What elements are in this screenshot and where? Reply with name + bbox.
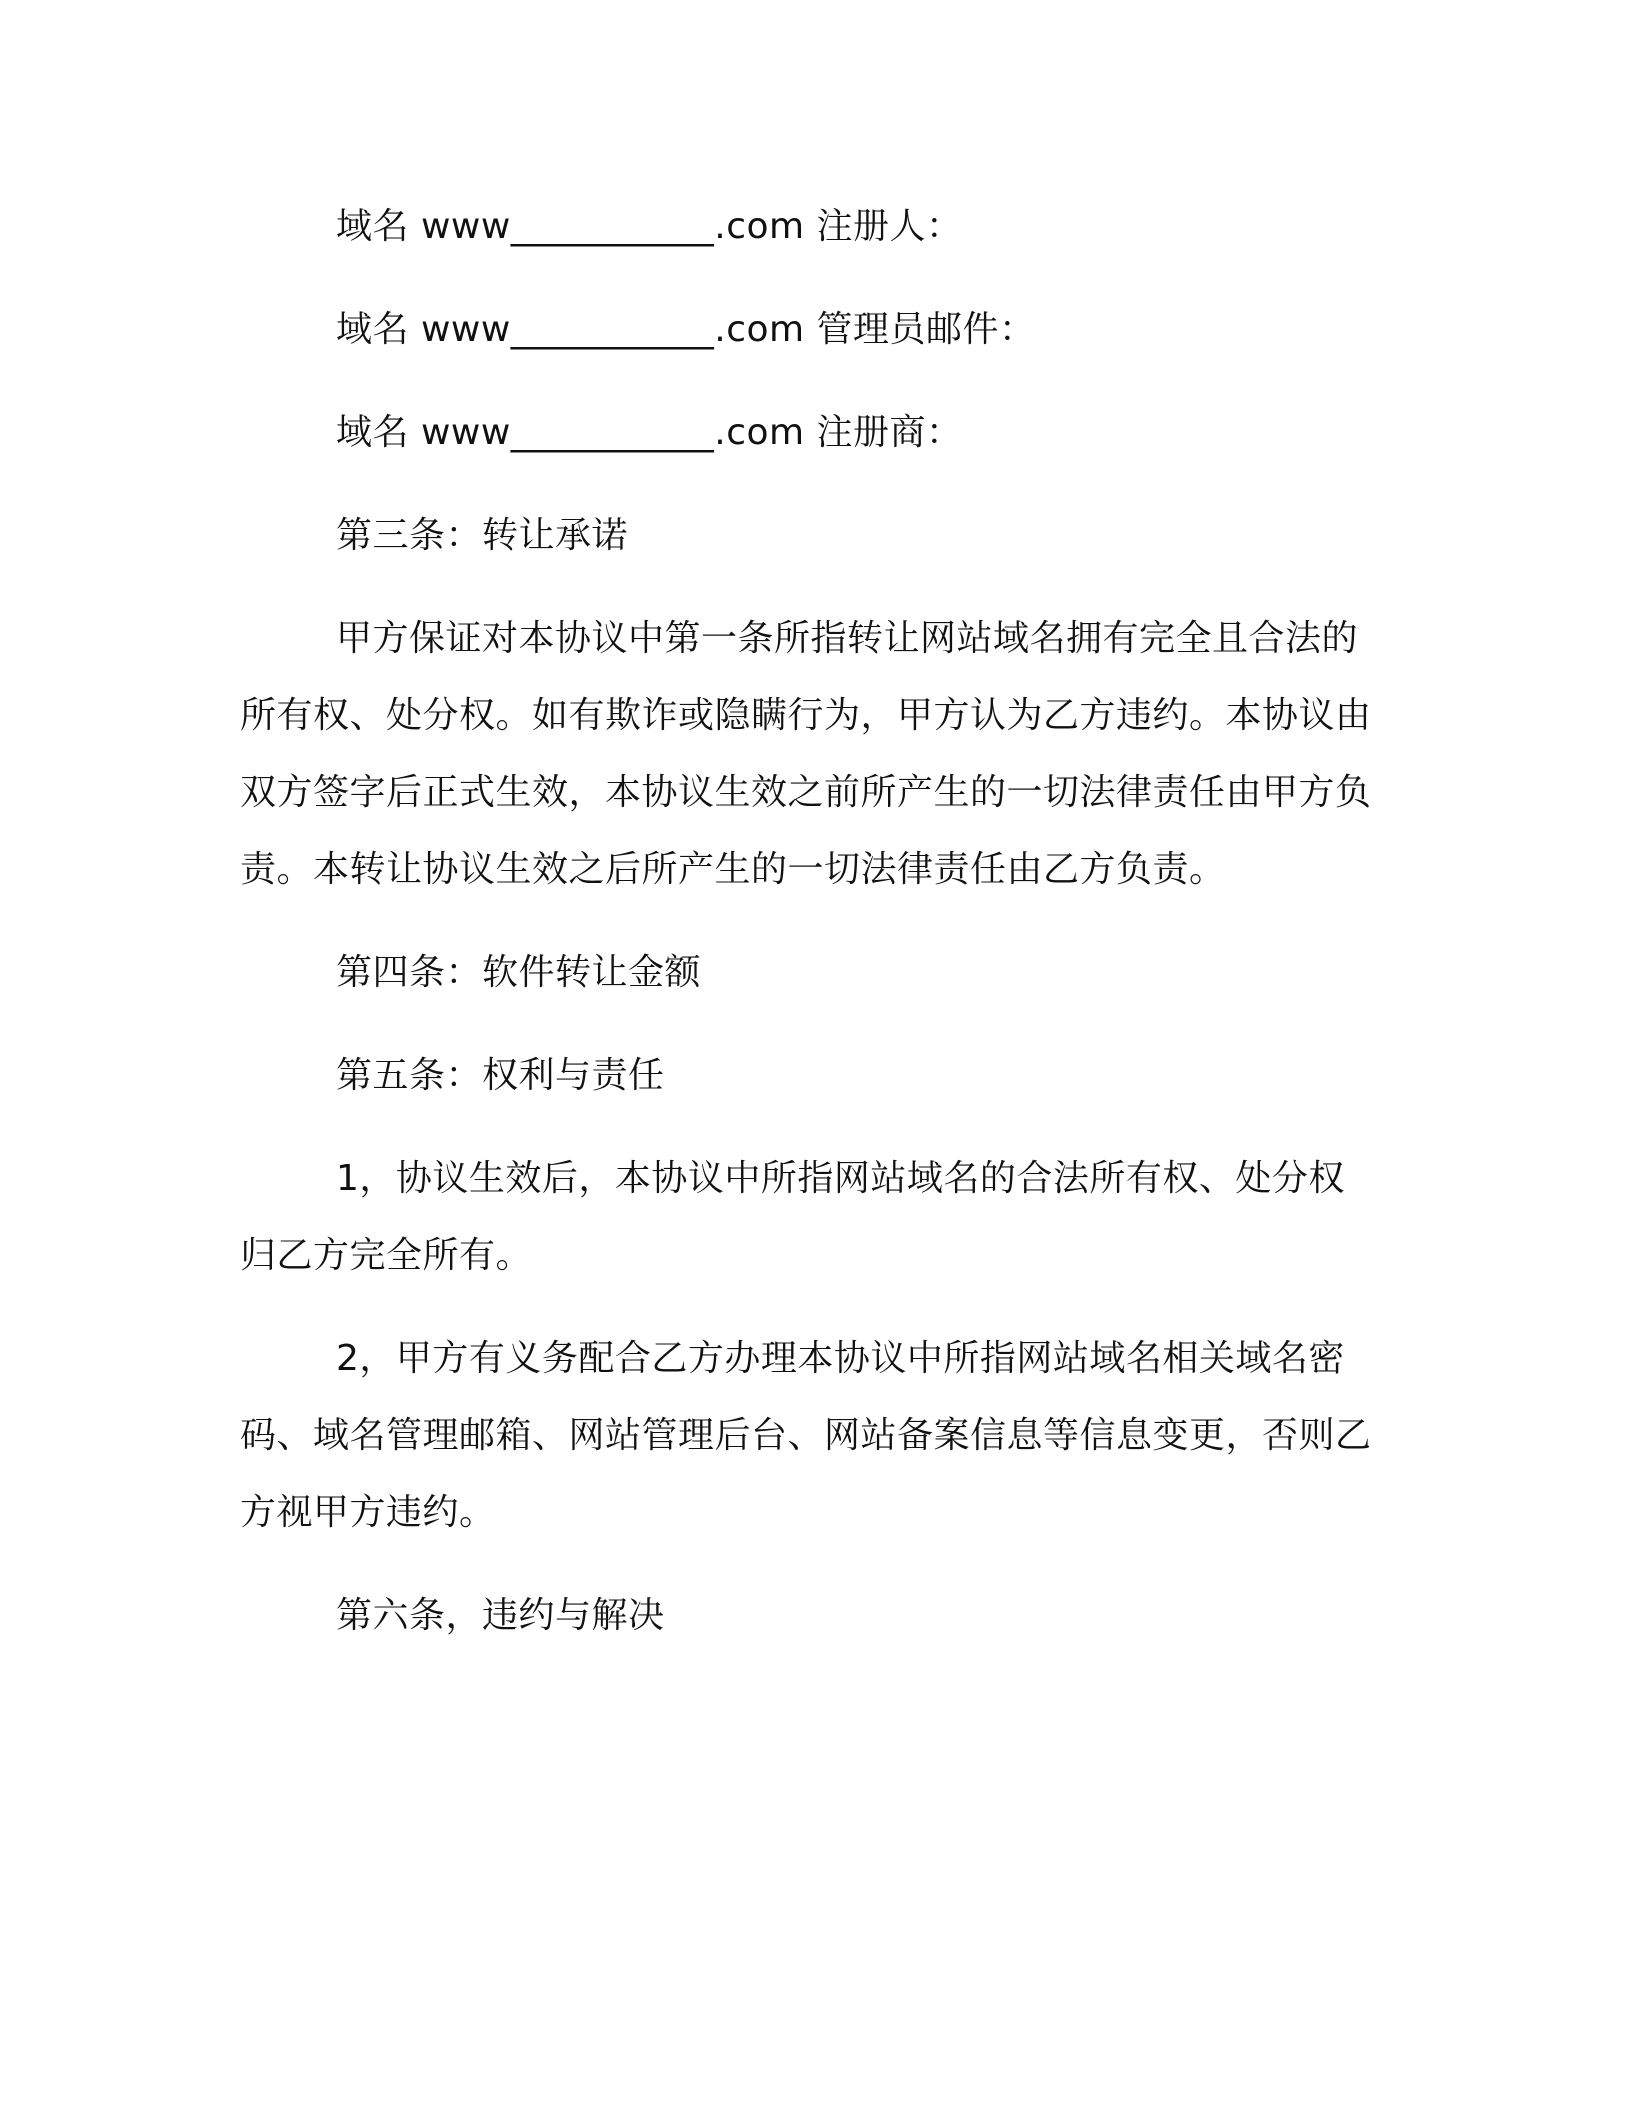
- document-body: [240, 188, 1380, 1680]
- article-6-heading: 第六条，违约与解决: [336, 1595, 665, 1636]
- article-3-body: 甲方保证对本协议中第一条所指转让网站域名拥有完全且合法的所有权、处分权。如有欺诈或隐瞒行为，甲方认为乙方违约。本协议由双方签字后正式生效，本协议生效之前所产生的一切法律责任由甲方负责。本转让协议生效之后所产生的一切法律责任由乙方负责。: [240, 618, 1372, 890]
- article-5-heading: 第五条：权利与责任: [336, 1055, 665, 1096]
- domain-registrar-line: 域名 www___________.com 注册商：: [336, 412, 963, 453]
- article-3-heading: 第三条：转让承诺: [336, 515, 629, 556]
- article-4-heading: 第四条：软件转让金额: [336, 952, 702, 993]
- article-5-clause-1: 1，协议生效后，本协议中所指网站域名的合法所有权、处分权归乙方完全所有。: [240, 1158, 1345, 1276]
- domain-admin-email-line: 域名 www___________.com 管理员邮件：: [336, 309, 1036, 350]
- article-5-clause-2: 2，甲方有义务配合乙方办理本协议中所指网站域名相关域名密码、域名管理邮箱、网站管理后台、网站备案信息等信息变更，否则乙方视甲方违约。: [240, 1338, 1372, 1533]
- domain-registrant-line: 域名 www___________.com 注册人：: [336, 206, 963, 247]
